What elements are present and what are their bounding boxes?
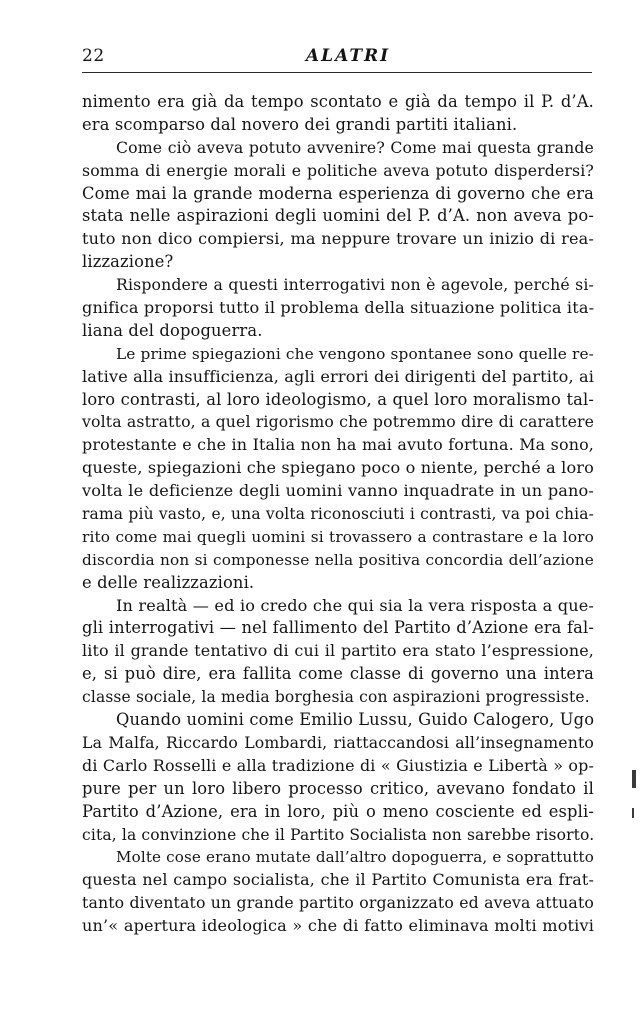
text-line: di Carlo Rosselli e alla tradizione di « Giustizia e Libertà » op- bbox=[82, 755, 594, 775]
text-line: somma di energie morali e politiche aveva potuto disperdersi? bbox=[82, 160, 594, 180]
text-line: lative alla insufficienza, agli errori dei dirigenti del partito, ai bbox=[82, 366, 595, 386]
text-line: questa nel campo socialista, che il Partito Comunista era frat- bbox=[82, 870, 594, 890]
header-rule bbox=[82, 72, 592, 73]
body-text bbox=[82, 91, 594, 938]
text-line: Quando uomini come Emilio Lussu, Guido Calogero, Ugo bbox=[116, 710, 595, 730]
text-line: Come ciò aveva potuto avvenire? Come mai questa grande bbox=[116, 137, 594, 157]
text-line: loro contrasti, al loro ideologismo, a quel loro moralismo tal- bbox=[82, 389, 594, 409]
text-line: tuto non dico compiersi, ma neppure trovare un inizio di rea- bbox=[82, 229, 594, 249]
text-line: protestante e che in Italia non ha mai avuto fortuna. Ma sono, bbox=[82, 435, 594, 455]
page-number: 22 bbox=[82, 46, 105, 66]
text-line: e delle realizzazioni. bbox=[82, 572, 255, 592]
text-line: Le prime spiegazioni che vengono spontanee sono quelle re- bbox=[116, 344, 594, 363]
running-title: ALATRI bbox=[305, 46, 391, 66]
text-line: queste, spiegazioni che spiegano poco o niente, perché a loro bbox=[82, 458, 594, 478]
text-line: lizzazione? bbox=[82, 252, 174, 272]
text-line: Come mai la grande moderna esperienza di governo che era bbox=[82, 183, 594, 203]
text-line: discordia non si componesse nella positiva concordia dell’azione bbox=[82, 550, 594, 569]
text-line: e, si può dire, era fallita come classe di governo una intera bbox=[82, 664, 594, 684]
text-line: Molte cose erano mutate dall’altro dopoguerra, e soprattutto bbox=[116, 848, 594, 867]
text-line: In realtà — ed io credo che qui sia la vera risposta a que- bbox=[116, 595, 594, 615]
text-line: gli interrogativi — nel fallimento del Partito d’Azione era fal- bbox=[82, 618, 594, 638]
text-line: nimento era già da tempo scontato e già da tempo il P. d’A. bbox=[82, 92, 594, 111]
text-line: volta astratto, a quel rigorismo che potremmo dire di carattere bbox=[82, 412, 595, 432]
text-line: Partito d’Azione, era in loro, più o meno cosciente ed espli- bbox=[82, 801, 594, 821]
scan-edge-mark bbox=[632, 770, 636, 788]
scan-edge-mark bbox=[632, 808, 634, 818]
text-line: tanto diventato un grande partito organizzato ed aveva attuato bbox=[82, 893, 594, 913]
text-line: liana del dopoguerra. bbox=[82, 320, 263, 340]
text-line: pure per un loro libero processo critico, avevano fondato il bbox=[82, 778, 594, 798]
text-line: era scomparso dal novero dei grandi partiti italiani. bbox=[82, 114, 518, 134]
text-line: classe sociale, la media borghesia con aspirazioni progressiste. bbox=[82, 688, 590, 707]
text-line: cita, la convinzione che il Partito Socialista non sarebbe risorto. bbox=[82, 825, 595, 844]
text-line: La Malfa, Riccardo Lombardi, riattaccandosi all’insegnamento bbox=[82, 732, 594, 752]
text-line: volta le deficienze degli uomini vanno inquadrate in un pano- bbox=[82, 481, 594, 501]
text-line: gnifica proporsi tutto il problema della situazione politica ita- bbox=[82, 298, 595, 318]
text-line: lito il grande tentativo di cui il partito era stato l’espressione, bbox=[82, 641, 594, 661]
text-line: rama più vasto, e, una volta riconosciuti i contrasti, va poi chia- bbox=[82, 505, 594, 524]
text-line: rito come mai quegli uomini si trovassero a contrastare e la loro bbox=[82, 527, 594, 546]
text-line: Rispondere a questi interrogativi non è agevole, perché si- bbox=[116, 275, 594, 295]
page-header bbox=[82, 44, 594, 70]
text-line: stata nelle aspirazioni degli uomini del P. d’A. non aveva po- bbox=[82, 206, 594, 226]
text-line: un’« apertura ideologica » che di fatto eliminava molti motivi bbox=[82, 916, 594, 936]
